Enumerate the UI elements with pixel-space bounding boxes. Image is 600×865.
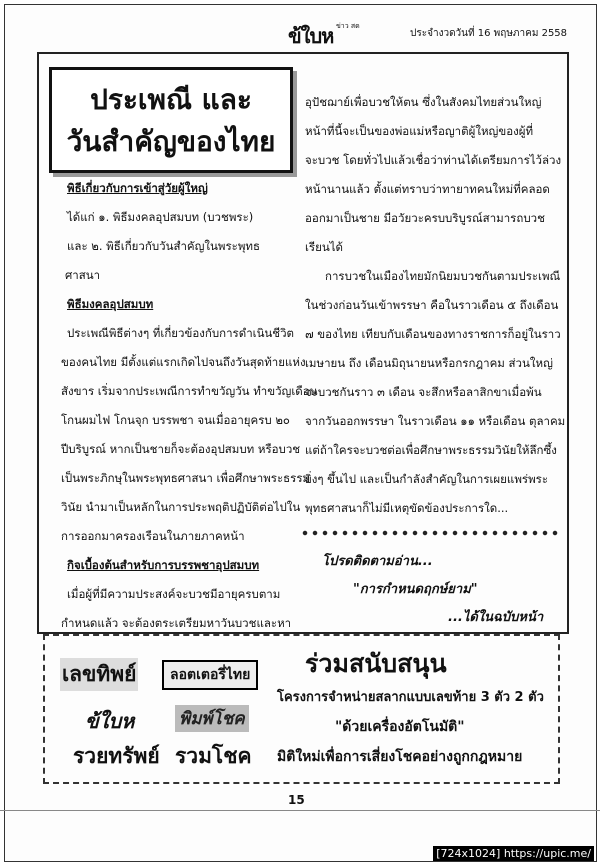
paragraph-line: ของคนไทย มีตั้งแต่แรกเกิดไปจนถึงวันสุดท้ายแห่ง: [61, 355, 306, 369]
paragraph-line: พิธีเกี่ยวกับการเข้าสู่วัยผู้ใหญ่: [67, 181, 208, 195]
paragraph-line: เรียนได้: [305, 240, 343, 254]
upload-watermark: [724x1024] https://upic.me/: [433, 846, 594, 861]
paragraph-line: สังขาร เริ่มจากประเพณีการทำขวัญวัน ทำขวัญเดือน: [61, 384, 318, 398]
left-column: [61, 174, 318, 638]
paragraph-line: พุทธศาสนาก็ไม่มีเหตุขัดข้องประการใด...: [305, 501, 509, 515]
paragraph-line: จะบวชกันราว ๓ เดือน จะสึกหรือลาสิกขาเมื่อพ้น: [305, 385, 542, 399]
paragraph-line: เป็นพระภิกษุในพระพุทธศาสนา เพื่อศึกษาพระธรรม: [61, 471, 311, 485]
brand-logo-pimchoke: พิมพ์โชค: [175, 705, 249, 732]
magazine-logo-small: ข่าว สด: [336, 22, 360, 30]
paragraph-line: การออกมาครองเรือนในภายภาคหน้า: [61, 529, 245, 543]
ad-line1: โครงการจำหน่ายสลากแบบเลขท้าย 3 ตัว 2 ตัว: [277, 690, 544, 705]
page-number: 15: [288, 793, 305, 807]
ad-headline: ร่วมสนับสนุน: [305, 649, 447, 678]
brand-logo-ruamchoke: รวมโชค: [175, 744, 252, 768]
paragraph-line: พิธีมงคลอุปสมบท: [67, 297, 154, 311]
paragraph-line: ยิ่งๆ ขึ้นไป และเป็นกำลังสำคัญในการเผยแพร่พระ: [305, 472, 549, 486]
ad-line2: "ด้วยเครื่องอัตโนมัติ": [335, 719, 465, 735]
paragraph-line: โกนผมไฟ โกนจุก บรรพชา จนเมื่ออายุครบ ๒๐: [61, 413, 290, 427]
dotted-divider: [300, 530, 558, 536]
paragraph-line: หน้านานแล้ว ตั้งแต่ทราบว่าทายาทคนใหม่ที่คลอด: [305, 182, 550, 196]
brand-logo-ruaysap: รวยทรัพย์: [73, 744, 160, 768]
paragraph-line: วินัย นำมาเป็นหลักในการประพฤติปฏิบัติต่อไปใน: [61, 500, 301, 514]
brand-logo-lottery-thai: ลอตเตอรี่ไทย: [162, 660, 258, 690]
paragraph-line: กำหนดแล้ว จะต้องตระเตรียมหาวันบวชและหา: [61, 616, 292, 630]
paragraph-line: จะบวช โดยทั่วไปแล้วเชื่อว่าท่านได้เตรียมการไว้ล่วง: [305, 153, 562, 167]
teaser-line2: "การกำหนดฤกษ์ยาม": [353, 582, 478, 597]
article-title-line1: ประเพณี และ: [90, 83, 252, 116]
brand-logo-lekthip: เลขทิพย์: [60, 658, 138, 691]
paragraph-line: ปีบริบูรณ์ หากเป็นชายก็จะต้องอุปสมบท หรือบวช: [61, 442, 301, 456]
footer-divider: [0, 810, 600, 811]
issue-date: ประจำงวดวันที่ 16 พฤษภาคม 2558: [410, 28, 568, 39]
paragraph-line: ในช่วงก่อนวันเข้าพรรษา คือในราวเดือน ๕ ถึงเดือน: [305, 298, 559, 312]
paragraph-line: ออกมาเป็นชาย มีอวัยวะครบบริบูรณ์สามารถบวช: [305, 211, 545, 225]
paragraph-line: อุปัชฌาย์เพื่อบวชให้ตน ซึ่งในสังคมไทยส่วนใหญ่: [305, 95, 542, 109]
paragraph-line: กิจเบื้องต้นสำหรับการบรรพชาอุปสมบท: [67, 558, 260, 572]
ad-line3: มิติใหม่เพื่อการเสี่ยงโชคอย่างถูกกฎหมาย: [277, 749, 523, 765]
paragraph-line: จากวันออกพรรษา ในราวเดือน ๑๑ หรือเดือน ตุลาคม: [305, 414, 566, 428]
paragraph-line: และ ๒. พิธีเกี่ยวกับวันสำคัญในพระพุทธ: [67, 239, 261, 253]
paragraph-line: เมื่อผู้ที่มีความประสงค์จะบวชมีอายุครบตาม: [67, 587, 281, 601]
teaser-line3: ...ได้ในฉบับหน้า: [448, 610, 544, 625]
magazine-logo: ข้ใบห: [288, 24, 334, 48]
paragraph-line: ศาสนา: [65, 268, 101, 282]
paragraph-line: หน้าที่นี้จะเป็นของพ่อแม่หรือญาติผู้ใหญ่ของผู้ที่: [305, 124, 534, 138]
paragraph-line: ประเพณีพิธีต่างๆ ที่เกี่ยวข้องกับการดำเนินชีวิต: [67, 326, 295, 340]
paragraph-line: ได้แก่ ๑. พิธีมงคลอุปสมบท (บวชพระ): [67, 210, 254, 224]
lottery-advertisement: [43, 634, 560, 784]
article-title-box: [49, 67, 293, 173]
paragraph-line: เมษายน ถึง เดือนมิถุนายนหรือกรกฎาคม ส่วนใหญ่: [305, 356, 553, 370]
right-column: [305, 88, 565, 523]
paragraph-line: การบวชในเมืองไทยมักนิยมบวชกันตามประเพณี: [325, 269, 561, 283]
paragraph-line: แต่ถ้าใครจะบวชต่อเพื่อศึกษาพระธรรมวินัยให้ลึกซึ้ง: [305, 443, 557, 457]
paragraph-line: ๗ ของไทย เทียบกับเดือนของทางราชการก็อยู่ในราว: [305, 327, 561, 341]
brand-logo-magazine: ข้ใบห: [85, 709, 135, 733]
article-title-line2: วันสำคัญของไทย: [66, 125, 276, 158]
teaser-line1: โปรดติดตามอ่าน...: [322, 554, 433, 569]
